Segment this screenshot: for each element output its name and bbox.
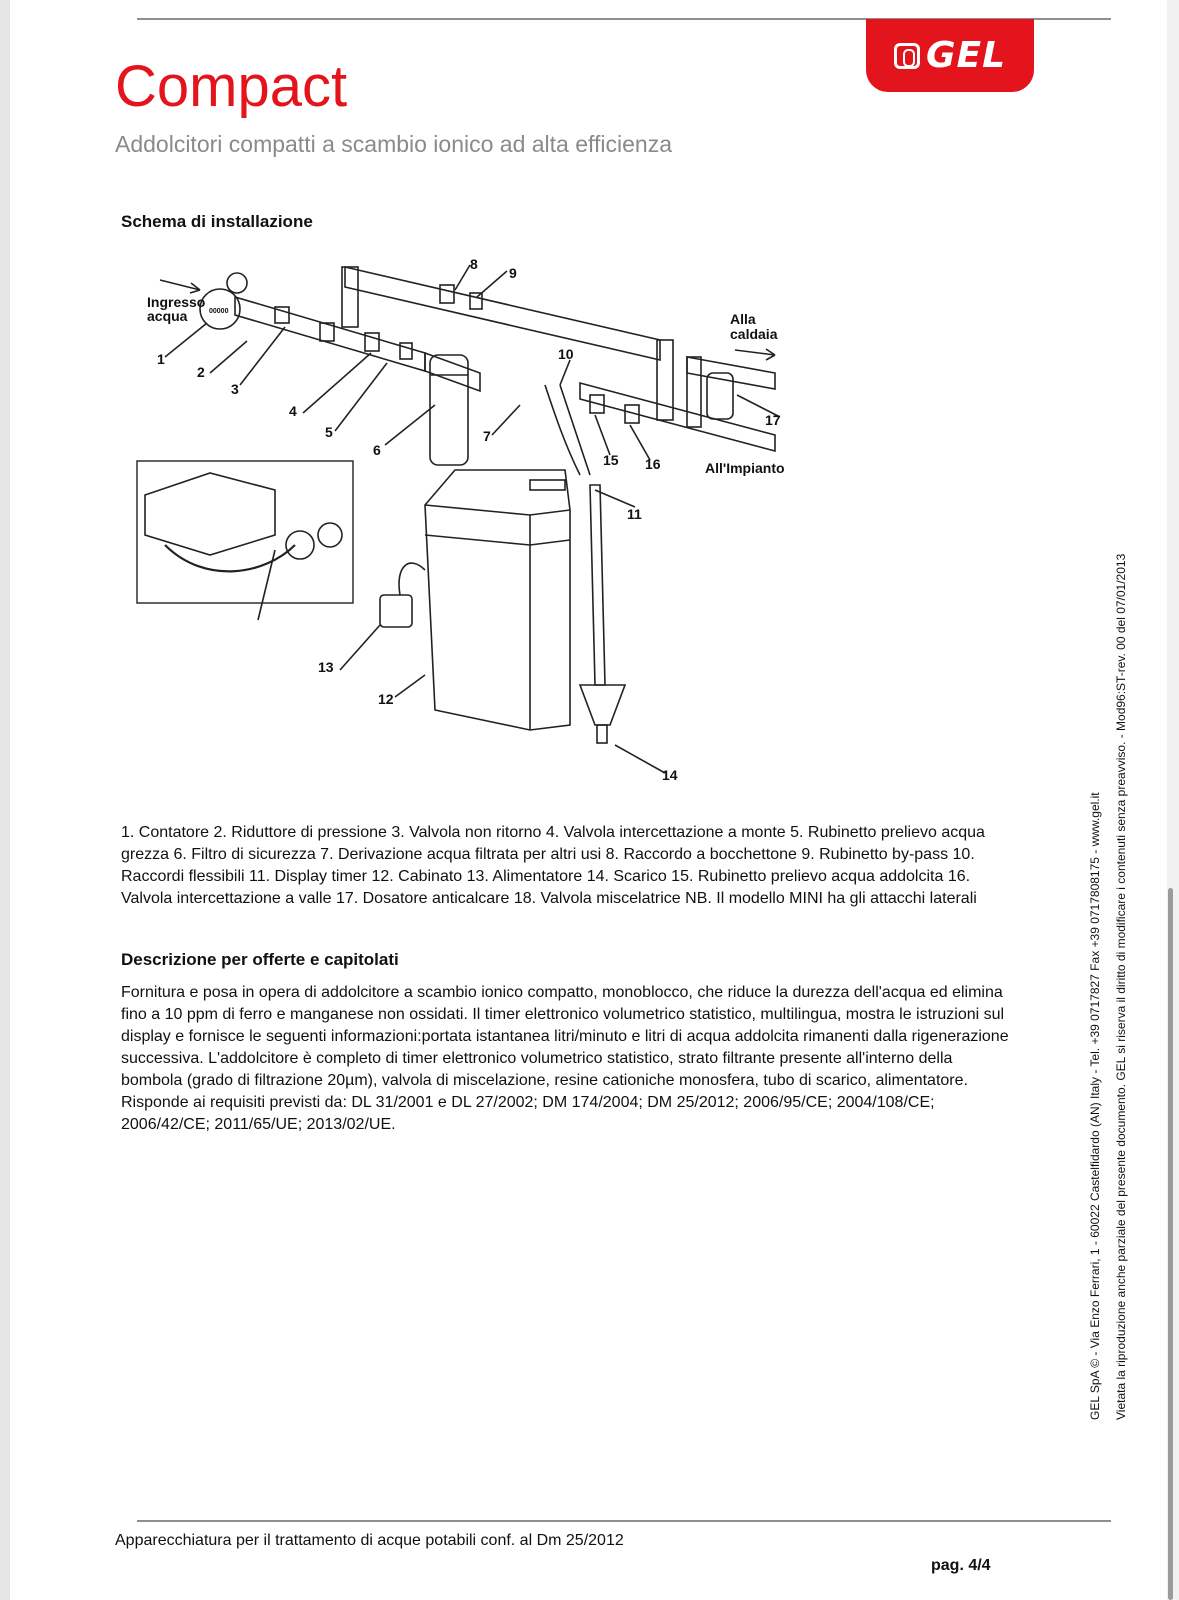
side-note-line2: Vietata la riproduzione anche parziale del presente documento. GEL si riserva il diritto di modificare i contenuti senza preavviso. - Mod96:ST-rev. 00 del 07/01/2013 (1114, 553, 1128, 1420)
side-note (1082, 554, 1134, 1420)
num-13: 13 (318, 659, 334, 675)
installation-diagram (125, 245, 825, 805)
num-1: 1 (157, 351, 165, 367)
gel-logo-text: GEL (925, 35, 1007, 76)
label-ingresso-2: acqua (147, 308, 188, 324)
description-text: Fornitura e posa in opera di addolcitore a scambio ionico compatto, monoblocco, che riduce la durezza dell'acqua ed elimina fino a 10 ppm di ferro e manganese non ossidati. Il timer elettronico volumetrico statistico, multilingua, mostra le istruzioni sul display e fornisce le seguenti informazioni:portata istantanea litri/minuto e litri di acqua addolcita rimanenti dalla rigenerazione successiva. L'addolcitore è completo di timer elettronico volumetrico statistico, strato filtrante presente all'interno della bombola (grado di filtrazione 20µm), valvola di miscelazione, resine cationiche monosfera, tubo di scarico, alimentatore. Risponde ai requisiti previsti da: DL 31/2001 e DL 27/2002; DM 174/2004; DM 25/2012; 2006/95/CE; 2004/108/CE; 2006/42/CE; 2011/65/UE; 2013/02/UE. (121, 984, 1009, 1133)
num-2: 2 (197, 364, 205, 380)
label-impianto: All'Impianto (705, 460, 785, 476)
footer-rule (137, 1520, 1111, 1522)
side-note-line1: GEL SpA © - Via Enzo Ferrari, 1 - 60022 Castelfidardo (AN) Italy - Tel. +39 0717827 Fax +39 0717808175 - www.gel.it (1088, 792, 1102, 1420)
safety-filter (430, 355, 468, 465)
bypass-pipe (345, 267, 660, 360)
legend-text: 1. Contatore 2. Riduttore di pressione 3. Valvola non ritorno 4. Valvola intercettazione a monte 5. Rubinetto prelievo acqua grezza 6. Filtro di sicurezza 7. Derivazione acqua filtrata per altri usi 8. Raccordo a bocchettone 9. Rubinetto by-pass 10. Raccordi flessibili 11. Display timer 12. Cabinato 13. Alimentatore 14. Scarico 15. Rubinetto prelievo acqua addolcita 16. Valvola intercettazione a valle 17. Dosatore anticalcare 18. Valvola miscelatrice NB. Il modello MINI ha gli attacchi laterali (121, 824, 985, 907)
num-7: 7 (483, 428, 491, 444)
num-5: 5 (325, 424, 333, 440)
num-3: 3 (231, 381, 239, 397)
softener-cabinet (425, 470, 570, 730)
num-4: 4 (289, 403, 297, 419)
schema-heading: Schema di installazione (121, 212, 313, 231)
page-title: Compact (115, 54, 348, 119)
display-timer (530, 480, 565, 490)
num-6: 6 (373, 442, 381, 458)
num-12: 12 (378, 691, 394, 707)
page-subtitle: Addolcitori compatti a scambio ionico ad alta efficienza (115, 131, 672, 157)
num-17: 17 (765, 412, 781, 428)
num-10: 10 (558, 346, 574, 362)
num-14: 14 (662, 767, 678, 783)
gel-logo-mark-icon (894, 43, 920, 69)
description-heading: Descrizione per offerte e capitolati (121, 950, 399, 969)
num-15: 15 (603, 452, 619, 468)
power-supply (380, 595, 412, 627)
num-9: 9 (509, 265, 517, 281)
water-meter (227, 273, 247, 293)
flexible-hoses (545, 385, 590, 475)
label-ingresso-1: Ingresso (147, 294, 206, 310)
num-16: 16 (645, 456, 661, 472)
page-edge-left (0, 0, 10, 1600)
inlet-pipe (235, 297, 425, 371)
meter-dial-text: 00000 (209, 308, 229, 315)
num-8: 8 (470, 256, 478, 272)
filter-pipe (425, 353, 480, 391)
footer-text: Apparecchiatura per il trattamento di acque potabili conf. al Dm 25/2012 (115, 1532, 624, 1549)
page-number: pag. 4/4 (931, 1557, 991, 1574)
gel-logo (866, 19, 1034, 92)
num-11: 11 (627, 506, 642, 522)
drain-funnel (580, 685, 625, 725)
boiler-riser (687, 357, 701, 427)
scrollbar[interactable] (1168, 888, 1173, 1600)
drain-pipe (590, 485, 605, 685)
label-caldaia-2: caldaia (730, 326, 778, 342)
label-caldaia-1: Alla (730, 311, 756, 327)
outlet-pipe (580, 383, 775, 451)
